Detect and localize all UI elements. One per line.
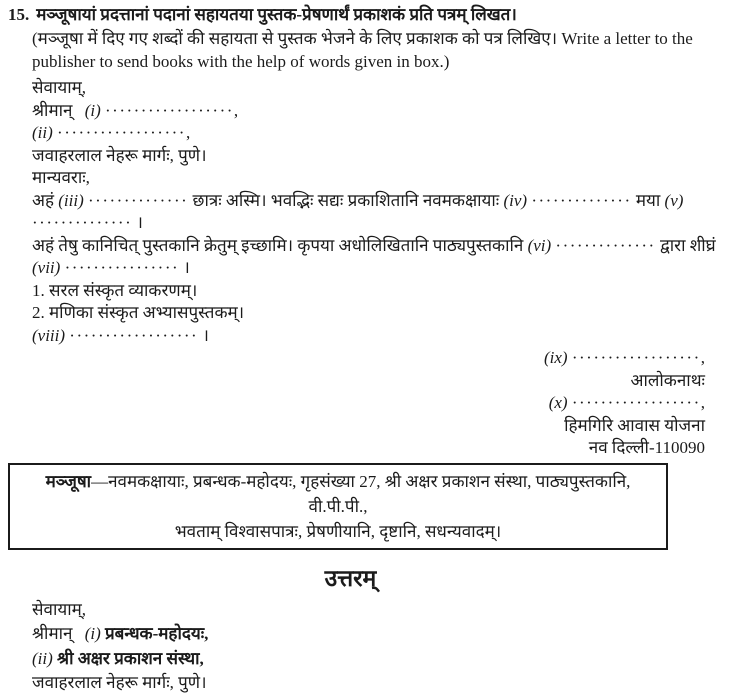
- blank-x: ··················: [571, 393, 701, 412]
- roman-numeral-vii: (vii): [32, 258, 61, 277]
- letter-salutation: सेवायाम्,: [32, 78, 87, 97]
- answer-letter: [32, 598, 733, 696]
- book-list-item-2: 2. मणिका संस्कृत अभ्यासपुस्तकम्।: [32, 303, 245, 322]
- letter-template: [32, 77, 733, 347]
- danda: ।: [183, 258, 190, 277]
- roman-numeral-ii: (ii): [32, 123, 53, 142]
- letter-addressee-line-1: [32, 100, 733, 123]
- answer-filled-ii: श्री अक्षर प्रकाशन संस्था,: [57, 648, 204, 668]
- manjusha-word-box: [8, 463, 668, 550]
- question-number: 15.: [8, 5, 30, 24]
- roman-numeral-iii: (iii): [58, 190, 84, 210]
- body-text: मया: [635, 190, 661, 210]
- answer-filled-i: प्रबन्धक-महोदयः,: [105, 624, 209, 643]
- closing-line-ix: [8, 347, 705, 370]
- addressee-prefix: श्रीमान्: [32, 100, 73, 120]
- answer-addressee-line-3: जवाहरलाल नेहरू मार्गः, पुणे।: [32, 673, 207, 692]
- question-row: [8, 3, 733, 27]
- roman-numeral-ix: (ix): [544, 348, 568, 367]
- blank-i: ··················: [105, 100, 234, 120]
- body-text: छात्रः अस्मि। भवद्भिः सद्यः प्रकाशितानि नवमकक्षायाः: [192, 190, 500, 210]
- body-text: द्वारा शीघ्रं: [659, 235, 716, 255]
- comma: ,: [700, 393, 705, 412]
- roman-numeral-ii: (ii): [32, 648, 53, 668]
- manjusha-label: मञ्जूषा: [45, 471, 92, 491]
- blank-v: ··············: [32, 213, 133, 232]
- blank-iv: ··············: [531, 190, 632, 210]
- body-text: अहं तेषु कानिचित् पुस्तकानि क्रेतुम् इच्छामि। कृपया अधोलिखितानि पाठ्यपुस्तकानि: [32, 235, 524, 255]
- comma: ,: [185, 123, 191, 142]
- blank-viii: ··················: [69, 325, 199, 345]
- answer-heading: उत्तरम्: [324, 565, 377, 591]
- blank-ix: ··················: [571, 348, 701, 367]
- letter-body-line-3: [32, 257, 733, 280]
- manjusha-words-1: नवमकक्षायाः, प्रबन्धक-महोदयः, गृहसंख्या 27, श्री अक्षर प्रकाशन संस्था, पाठ्यपुस्तकानि, वी.पी.पी.,: [108, 471, 631, 516]
- letter-body-line-1: [32, 190, 733, 235]
- blank-vii: ················: [64, 258, 180, 277]
- sender-address-line-1: हिमगिरि आवास योजना: [564, 415, 705, 435]
- answer-addressee-line-2: [32, 647, 733, 672]
- body-text: अहं: [32, 190, 55, 210]
- comma: ,: [233, 100, 239, 120]
- comma: ,: [700, 348, 705, 367]
- roman-numeral-v: (v): [664, 190, 684, 210]
- letter-greeting: मान्यवराः,: [32, 168, 90, 187]
- roman-numeral-i: (i): [84, 624, 101, 643]
- roman-numeral-viii: (viii): [32, 325, 66, 345]
- letter-closing-block: [8, 347, 733, 460]
- sender-address-line-2: नव दिल्ली-110090: [588, 438, 705, 457]
- manjusha-line-1: [15, 469, 661, 519]
- addressee-prefix: श्रीमान्: [32, 624, 73, 643]
- letter-addressee-line-3: जवाहरलाल नेहरू मार्गः, पुणे।: [32, 145, 207, 165]
- question-translation: (मञ्जूषा में दिए गए शब्दों की सहायता से पुस्तक भेजने के लिए प्रकाशक को पत्र लिखिए। Write a letter to the publisher to send books with the help of words given in box.): [32, 29, 693, 71]
- book-list-item-1: 1. सरल संस्कृत व्याकरणम्।: [32, 280, 198, 300]
- danda: ।: [202, 325, 209, 345]
- blank-vi: ··············: [555, 235, 656, 255]
- roman-numeral-x: (x): [548, 393, 568, 412]
- danda: ।: [136, 213, 143, 232]
- closing-line-x: [8, 392, 705, 415]
- letter-body-line-2: [32, 235, 733, 258]
- roman-numeral-vi: (vi): [527, 235, 552, 255]
- answer-salutation: सेवायाम्,: [32, 599, 87, 619]
- roman-numeral-i: (i): [84, 100, 101, 120]
- answer-addressee-line-1: [32, 622, 733, 647]
- blank-iii: ··············: [88, 190, 189, 210]
- letter-body-line-4: [32, 325, 733, 348]
- sender-name: आलोकनाथः: [630, 370, 705, 390]
- roman-numeral-iv: (iv): [503, 190, 528, 210]
- question-prompt-sanskrit: मञ्जूषायां प्रदत्तानां पदानां सहायतया पुस्तक-प्रेषणार्थं प्रकाशकं प्रति पत्रम् लिखत।: [36, 5, 517, 24]
- blank-ii: ··················: [57, 123, 186, 142]
- manjusha-line-2: भवताम् विश्वासपात्रः, प्रेषणीयानि, दृष्टानि, सधन्यवादम्।: [174, 521, 502, 541]
- letter-addressee-line-2: [32, 122, 733, 145]
- manjusha-dash: —: [91, 471, 109, 491]
